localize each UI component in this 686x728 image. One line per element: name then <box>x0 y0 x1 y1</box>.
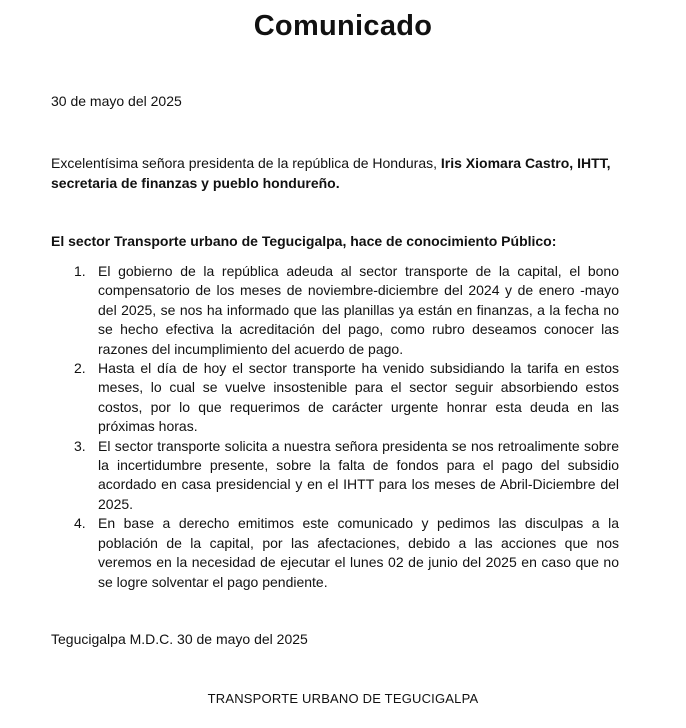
list-item-number: 1. <box>74 263 86 279</box>
announcement-heading: El sector Transporte urbano de Tegucigalpa, hace de conocimiento Público: <box>51 233 557 249</box>
list-item-text: El gobierno de la república adeuda al sector transporte de la capital, el bono compensatorio de los meses de noviembre-diciembre del 2024 y de enero -mayo del 2025, se nos ha informado que las planillas ya están en finanzas, a la fecha no se hecho efectiva la acreditación del pago, como rubro deseamos conocer las razones del incumplimiento del acuerdo de pago. <box>98 263 619 357</box>
list-item <box>51 359 619 437</box>
list-item-number: 2. <box>74 360 86 377</box>
list-item-text: En base a derecho emitimos este comunicado y pedimos las disculpas a la población de la capital, por las afectaciones, debido a las acciones que nos veremos en la necesidad de ejecutar el lunes 02 de junio del 2025 en caso que no se logre solventar el pago pendiente. <box>98 515 619 590</box>
list-item <box>51 437 619 515</box>
list-item-text: Hasta el día de hoy el sector transporte ha venido subsidiando la tarifa en estos meses, lo cual se vuelve insostenible para el sector seguir absorbiendo estos costos, por lo que requerimos de carácter urgente honrar esta deuda en las próximas horas. <box>98 360 619 435</box>
list-item <box>51 262 619 359</box>
list-item-number: 3. <box>74 437 86 454</box>
salutation <box>51 153 616 193</box>
document-date: 30 de mayo del 2025 <box>51 93 182 109</box>
salutation-recipients: Iris Xiomara Castro, IHTT, secretaria de finanzas y pueblo hondureño. <box>51 155 611 191</box>
list-item-text: El sector transporte solicita a nuestra señora presidenta se nos retroalimente sobre la incertidumbre presente, sobre la falta de fondos para el pago del subsidio acordado en casa presidencial y en el IHTT para los meses de Abril-Diciembre del 2025. <box>98 437 619 512</box>
list-item <box>51 514 619 592</box>
list-item-number: 4. <box>74 515 86 532</box>
document-title: Comunicado <box>253 10 433 42</box>
closing-place-date: Tegucigalpa M.D.C. 30 de mayo del 2025 <box>51 631 308 647</box>
points-list <box>51 262 619 592</box>
signature: TRANSPORTE URBANO DE TEGUCIGALPA <box>207 691 479 706</box>
salutation-text: Excelentísima señora presidenta de la república de Honduras, <box>51 155 441 171</box>
